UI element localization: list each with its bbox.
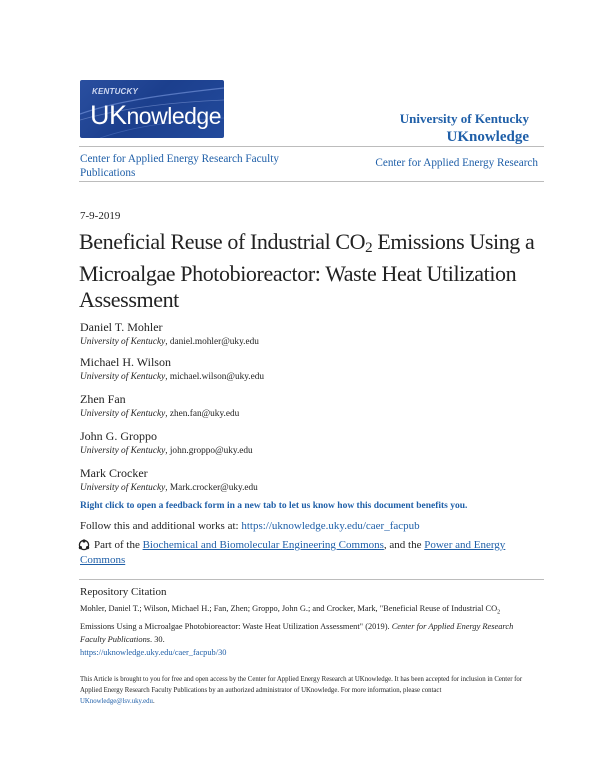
publication-date: 7-9-2019 bbox=[80, 210, 121, 222]
repository-citation-text: Mohler, Daniel T.; Wilson, Michael H.; Fan, Zhen; Groppo, John G.; and Crocker, Mark, "Beneficial Reuse of Industrial $CO_2$ Emissions Using a Microalgae Photobioreactor: Waste Heat Utilization Assessment" (2019). Center for Applied Energy Research Faculty Publications. 30. https://uknowledge.uky.edu/caer_facpub/30 bbox=[80, 604, 514, 657]
author-name: John G. Groppo bbox=[80, 429, 157, 443]
follow-works-line bbox=[80, 520, 420, 532]
author-affiliation: University of Kentucky, michael.wilson@uky.edu bbox=[80, 372, 265, 382]
paper-title: Beneficial Reuse of Industrial $CO_2$ Emissions Using a Microalgae Photobioreactor: Waste Heat Utilization Assessment bbox=[79, 229, 535, 312]
author-affiliation: University of Kentucky, Mark.crocker@uky.edu bbox=[80, 483, 258, 493]
author-entry bbox=[80, 466, 258, 493]
author-entry bbox=[80, 429, 253, 456]
logo-uknowledge-text: UKnowledge bbox=[90, 100, 221, 130]
research-center-link[interactable]: Center for Applied Energy Research bbox=[375, 157, 538, 169]
author-name: Daniel T. Mohler bbox=[80, 320, 163, 334]
citation-url-link[interactable]: https://uknowledge.uky.edu/caer_facpub/30 bbox=[80, 647, 227, 657]
faculty-publications-link[interactable]: Center for Applied Energy Research Faculty Publications bbox=[80, 153, 279, 179]
follow-label: Follow this and additional works at: bbox=[80, 520, 242, 532]
divider-collections bbox=[79, 181, 544, 182]
divider-top bbox=[79, 146, 544, 147]
access-notice: This Article is brought to you for free and open access by the Center for Applied Energy Research at UKnowledge. It has been accepted for inclusion in Center for Applied Energy Research Faculty Publications by an authorized administrator of UKnowledge. For more information, please contact UKnowledge@lsv.uky.edu. bbox=[80, 676, 523, 705]
author-affiliation: University of Kentucky, daniel.mohler@uky.edu bbox=[80, 337, 259, 347]
author-affiliation: University of Kentucky, zhen.fan@uky.edu bbox=[80, 409, 240, 419]
uknowledge-link[interactable]: UKnowledge bbox=[446, 129, 529, 145]
biochemical-commons-link[interactable]: Biochemical and Biomolecular Engineering Commons bbox=[142, 539, 384, 551]
author-name: Mark Crocker bbox=[80, 466, 148, 480]
author-name: Michael H. Wilson bbox=[80, 355, 171, 369]
collection-url-link[interactable]: https://uknowledge.uky.edu/caer_facpub bbox=[241, 520, 420, 532]
author-name: Zhen Fan bbox=[80, 392, 126, 406]
repository-name-block bbox=[400, 111, 529, 146]
logo-kentucky-text: KENTUCKY bbox=[92, 87, 139, 96]
repository-citation-heading: Repository Citation bbox=[80, 586, 167, 598]
author-affiliation: University of Kentucky, john.groppo@uky.edu bbox=[80, 446, 253, 456]
author-entry bbox=[80, 320, 259, 347]
power-energy-commons-link[interactable]: Power and Energy Commons bbox=[80, 539, 506, 566]
university-link[interactable]: University of Kentucky bbox=[399, 111, 529, 126]
uknowledge-logo[interactable] bbox=[80, 80, 224, 138]
divider-citation bbox=[79, 579, 544, 580]
feedback-link[interactable]: Right click to open a feedback form in a new tab to let us know how this document benefits you. bbox=[80, 501, 468, 511]
commons-network-icon bbox=[78, 539, 90, 551]
contact-email-link[interactable]: UKnowledge@lsv.uky.edu bbox=[80, 698, 153, 705]
part-of-commons: Part of the Biochemical and Biomolecular Engineering Commons, and the Power and Energy Commons bbox=[80, 539, 506, 566]
author-entry bbox=[80, 392, 239, 419]
author-entry bbox=[80, 355, 264, 382]
